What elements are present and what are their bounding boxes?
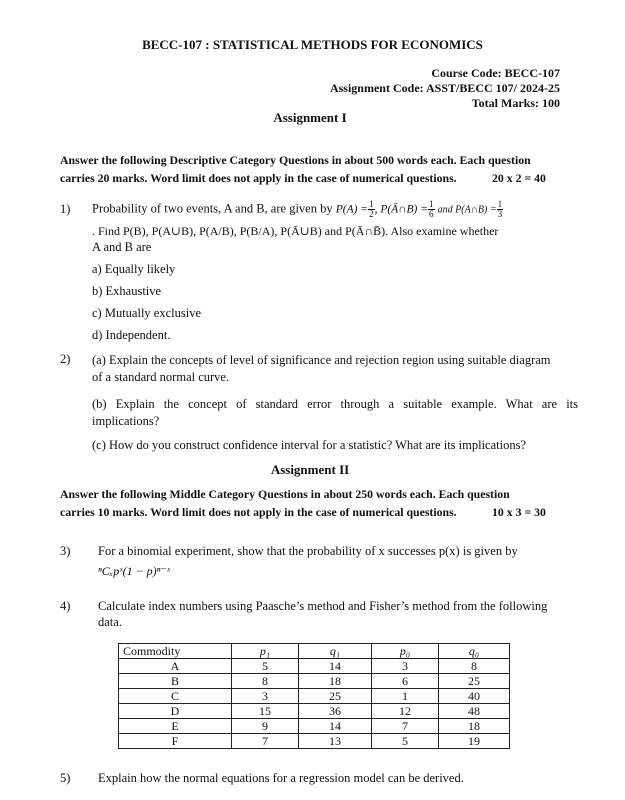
table-cell: 25 [439,674,510,689]
q1-intro: Probability of two events, A and B, are given by [92,201,333,216]
instructions-line-2: carries 10 marks. Word limit does not apply in the case of numerical questions. [60,505,457,519]
q2-c-line-1: (c) How do you construct confidence interval for a statistic? What are its implications? [92,438,526,452]
table-cell: C [119,689,232,704]
q1-frac-2: $\frac{1}{6}$ [429,199,434,219]
q2-a-line-2: of a standard normal curve. [92,370,230,384]
q3-number: 3) [60,544,71,558]
table-cell: 3 [372,659,439,674]
q3-line-1: For a binomial experiment, show that the probability of x successes p(x) is given by [98,544,518,558]
table-row [119,689,510,704]
table-cell: 1 [372,689,439,704]
assignment-code: Assignment Code: ASST/BECC 107/ 2024-25 [329,81,560,95]
table-cell: 7 [372,719,439,734]
index-data-table [118,643,510,749]
assignment-2-marks: 10 x 3 = 30 [492,505,546,519]
column-header-q0: q₀ [439,644,510,659]
table-cell: D [119,704,232,719]
table-header-row [119,644,510,659]
q4-line-1: Calculate index numbers using Paasche’s method and Fisher’s method from the following [98,599,548,613]
q1-option-b: b) Exhaustive [92,284,162,298]
index-data-table-wrapper [118,643,510,749]
instructions-line-1: Answer the following Middle Category Questions in about 250 words each. Each question [60,487,510,501]
table-cell: 8 [232,674,299,689]
table-cell: 8 [439,659,510,674]
q5-number: 5) [60,771,71,785]
table-cell: 15 [232,704,299,719]
table-cell: 36 [299,704,372,719]
table-cell: A [119,659,232,674]
course-code: Course Code: BECC-107 [431,66,560,80]
table-cell: E [119,719,232,734]
q2-b-line-2: implications? [92,414,160,428]
table-cell: 18 [299,674,372,689]
column-header-p0: p₀ [372,644,439,659]
table-cell: 14 [299,719,372,734]
q5-line-1: Explain how the normal equations for a regression model can be derived. [98,771,464,785]
table-cell: 6 [372,674,439,689]
table-cell: 13 [299,734,372,749]
q1-math-3: and P(A∩B) = [437,204,497,216]
table-cell: F [119,734,232,749]
q2-b-line-1: (b) Explain the concept of standard error through a suitable example. What are its [92,397,578,411]
q4-number: 4) [60,599,71,613]
assignment-1-marks: 20 x 2 = 40 [492,171,546,185]
column-header-p1: p₁ [232,644,299,659]
table-cell: 5 [372,734,439,749]
assignment-2-instructions [60,485,570,521]
q4-line-2: data. [98,615,122,629]
table-cell: 5 [232,659,299,674]
instructions-line-1: Answer the following Descriptive Category Questions in about 500 words each. Each question [60,153,531,167]
assignment-1-instructions [60,151,570,187]
instructions-line-2: carries 20 marks. Word limit does not apply in the case of numerical questions. [60,171,457,185]
q1-line-3: A and B are [92,240,152,254]
assignment-1-title: Assignment I [273,110,347,125]
table-cell: 48 [439,704,510,719]
q1-frac-3: $\frac{1}{3}$ [497,199,503,219]
table-row [119,734,510,749]
table-cell: 14 [299,659,372,674]
q2-number: 2) [60,352,71,366]
table-row [119,674,510,689]
table-cell: 40 [439,689,510,704]
table-cell: 25 [299,689,372,704]
q1-option-d: d) Independent. [92,328,171,342]
table-cell: 3 [232,689,299,704]
q1-option-c: c) Mutually exclusive [92,306,201,320]
column-header-q1: q₁ [299,644,372,659]
table-cell: 19 [439,734,510,749]
table-cell: 7 [232,734,299,749]
q1-math-2: , P(Ā∩B) = [374,203,428,216]
table-row [119,659,510,674]
assignment-2-title: Assignment II [270,462,350,477]
q3-formula: ⁿCₓpˣ(1 − p)ⁿ⁻ˣ [98,564,171,578]
table-row [119,719,510,734]
total-marks: Total Marks: 100 [471,96,560,110]
q1-line-1 [92,200,592,219]
table-cell: 18 [439,719,510,734]
column-header-commodity: Commodity [119,644,232,659]
q1-math-1: P(A) = [335,203,369,216]
document-title: BECC-107 : STATISTICAL METHODS FOR ECONOMICS [142,37,483,52]
table-cell: B [119,674,232,689]
q1-option-a: a) Equally likely [92,262,176,276]
q1-frac-1: $\frac{1}{2}$ [369,199,374,219]
table-cell: 12 [372,704,439,719]
table-row [119,704,510,719]
q2-a-line-1: (a) Explain the concepts of level of significance and rejection region using suitable diagram [92,353,551,367]
q1-line-2: . Find P(B), P(A∪B), P(A/B), P(B/A), P(Ā∪B) and P(Ā∩B̄). Also examine whether [92,224,499,238]
q1-number: 1) [60,202,71,216]
table-cell: 9 [232,719,299,734]
